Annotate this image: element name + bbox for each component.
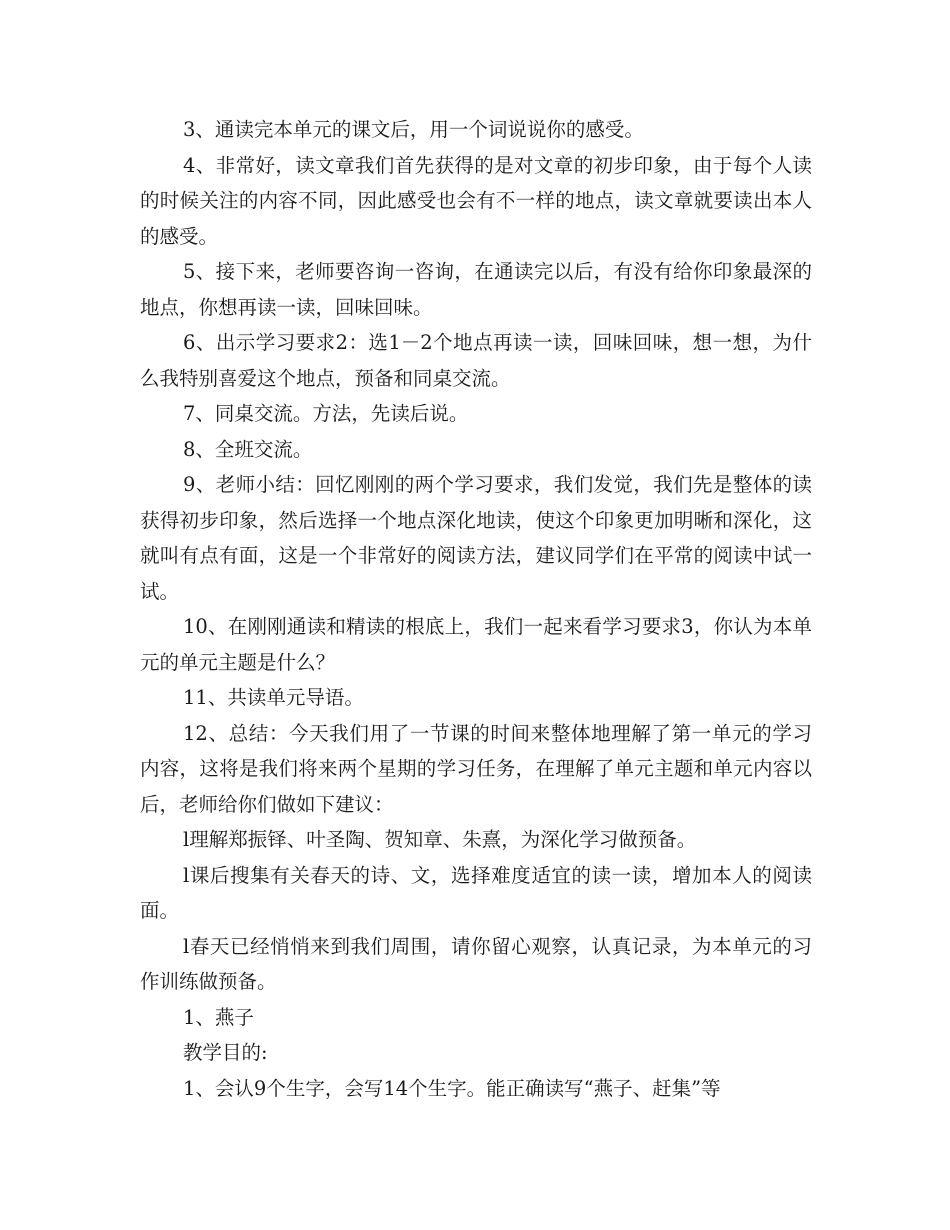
paragraph-step-12: 12、总结：今天我们用了一节课的时间来整体地理解了第一单元的学习内容，这将是我们将来两个星期的学习任务，在理解了单元主题和单元内容以后，老师给你们做如下建议： xyxy=(140,721,812,816)
paragraph-step-4: 4、非常好，读文章我们首先获得的是对文章的初步印象，由于每个人读的时候关注的内容不同，因此感受也会有不一样的地点，读文章就要读出本人的感受。 xyxy=(140,153,812,248)
paragraph-suggestion-1: l理解郑振铎、叶圣陶、贺知章、朱熹，为深化学习做预备。 xyxy=(183,828,697,851)
lesson-heading: 1、燕子 xyxy=(183,1005,254,1029)
paragraph-suggestion-3: l春天已经悄悄来到我们周围，请你留心观察，认真记录，为本单元的习作训练做预备。 xyxy=(140,934,812,993)
paragraph-step-8: 8、全班交流。 xyxy=(183,437,313,461)
paragraph-step-9: 9、老师小结：回忆刚刚的两个学习要求，我们发觉，我们先是整体的读获得初步印象，然后选择一个地点深化地读，使这个印象更加明晰和深化，这就叫有点有面，这是一个非常好的阅读方法，建议同学们在平常的阅读中试一试。 xyxy=(140,473,812,603)
paragraph-suggestion-2: l课后搜集有关春天的诗、文，选择难度适宜的读一读，增加本人的阅读面。 xyxy=(140,863,812,922)
paragraph-step-10: 10、在刚刚通读和精读的根底上，我们一起来看学习要求3，你认为本单元的单元主题是什么？ xyxy=(140,615,812,674)
document-page xyxy=(140,112,812,1106)
objectives-heading: 教学目的: xyxy=(183,1041,268,1064)
paragraph-step-6: 6、出示学习要求2：选1－2个地点再读一读，回味回味，想一想，为什么我特别喜爱这个地点，预备和同桌交流。 xyxy=(140,331,812,390)
paragraph-step-3: 3、通读完本单元的课文后，用一个词说说你的感受。 xyxy=(183,118,644,141)
objective-item-1: 1、会认9个生字，会写14个生字。能正确读写“燕子、赶集”等 xyxy=(183,1076,721,1100)
paragraph-step-7: 7、同桌交流。方法，先读后说。 xyxy=(183,402,469,425)
paragraph-step-5: 5、接下来，老师要咨询一咨询，在通读完以后，有没有给你印象最深的地点，你想再读一读，回味回味。 xyxy=(140,260,812,319)
paragraph-step-11: 11、共读单元导语。 xyxy=(183,686,364,709)
